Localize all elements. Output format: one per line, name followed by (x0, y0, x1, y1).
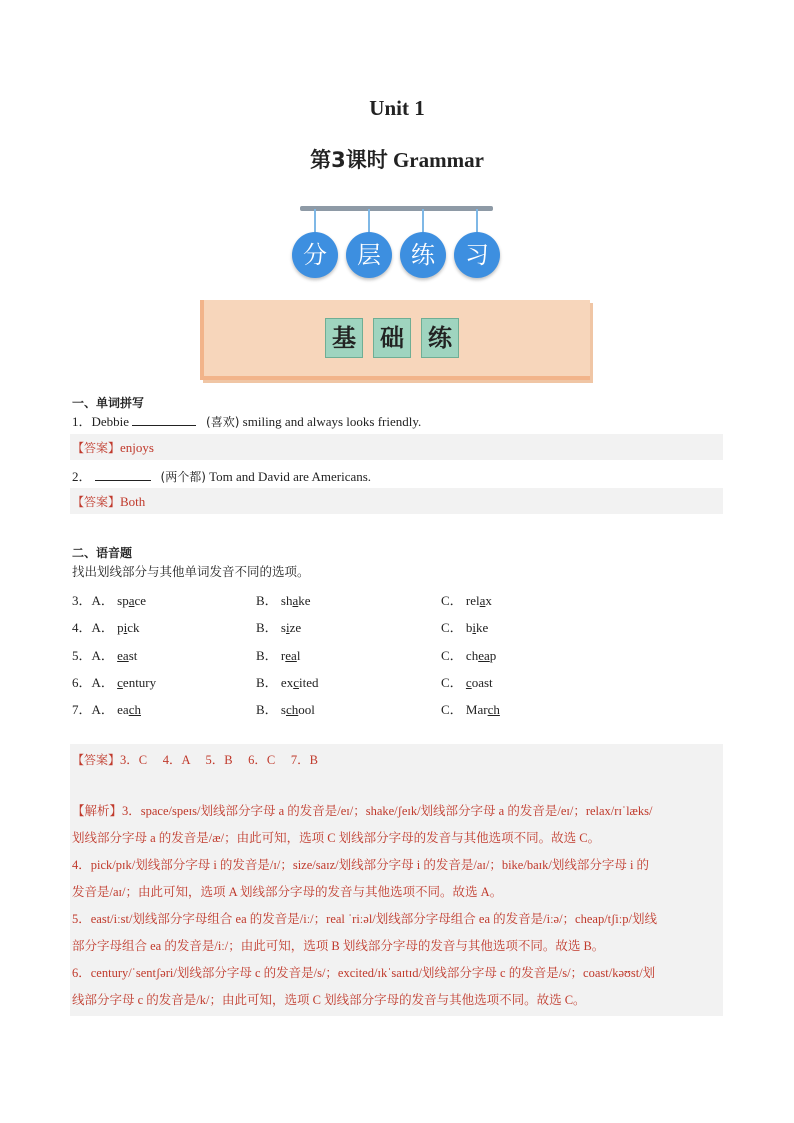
instruction: 找出划线部分与其他单词发音不同的选项。 (72, 564, 310, 579)
option-label: 6．A． (72, 675, 114, 690)
option-word-suffix: ited (298, 675, 319, 690)
option-word-prefix: r (280, 648, 286, 663)
analysis-line: 6．century/ˈsentʃəri/划线部分字母 c 的发音是/s/；excited/ɪkˈsaɪtɪd/划线部分字母 c 的发音是/s/；coast/kəʊst/划 (72, 966, 656, 980)
option (256, 590, 311, 609)
analysis-line: 线部分字母 c 的发音是/k/；由此可知，选项 C 划线部分字母的发音与其他选项不同。故选 C。 (72, 993, 586, 1007)
option (72, 699, 141, 718)
option-word-prefix: sh (280, 593, 293, 608)
option (72, 617, 140, 636)
bubble-char: 练 (400, 232, 446, 278)
option-word-suffix: ck (127, 620, 140, 635)
option-word-prefix: s (280, 620, 286, 635)
option-underlined-part: i (472, 620, 477, 635)
option-underlined-part: i (285, 620, 290, 635)
bubble-char: 习 (454, 232, 500, 278)
option-label: B． (256, 702, 278, 717)
option-word-prefix: p (117, 620, 124, 635)
question-1 (72, 411, 421, 430)
option-word-prefix: Mar (465, 702, 488, 717)
option-word-suffix: ool (298, 702, 315, 717)
option-word-prefix: ea (117, 702, 129, 717)
option-label: 7．A． (72, 702, 114, 717)
option-label: 5．A． (72, 648, 114, 663)
option (441, 645, 496, 664)
answer-line (72, 750, 318, 768)
option-word-suffix: entury (122, 675, 157, 690)
analysis-line: 【解析】3．space/speɪs/划线部分字母 a 的发音是/eɪ/；shake/ʃeɪk/划线部分字母 a 的发音是/eɪ/；relax/rɪˈlæks/ (72, 804, 653, 818)
option-underlined-part: ea (117, 648, 129, 663)
lesson-title-en: Grammar (392, 148, 484, 172)
option-word-suffix: x (485, 593, 492, 608)
analysis-line: 4．pick/pɪk/划线部分字母 i 的发音是/ɪ/；size/saɪz/划线部分字母 i 的发音是/aɪ/；bike/baɪk/划线部分字母 i 的 (72, 858, 650, 872)
option-word-suffix: ke (476, 620, 489, 635)
banner-char: 础 (373, 318, 411, 358)
answer-line (72, 493, 145, 510)
option (256, 617, 301, 636)
answer-box (70, 488, 723, 514)
option-underlined-part: ea (285, 648, 297, 663)
answer-value: 3．C 4．A 5．B 6．C 7．B (120, 753, 318, 767)
option-underlined-part: c (293, 675, 299, 690)
option (441, 672, 493, 691)
option (72, 672, 156, 691)
option-word-prefix: sp (117, 593, 129, 608)
option-label: B． (256, 648, 278, 663)
question-2 (72, 466, 371, 485)
option-underlined-part: ea (478, 648, 490, 663)
option-word-prefix: ex (280, 675, 294, 690)
question-number: 2． (72, 469, 92, 484)
answer-value: enjoys (120, 440, 154, 455)
option-underlined-part: ch (487, 702, 500, 717)
hanger-rod (300, 206, 493, 211)
answer-tag: 【答案】 (72, 495, 121, 509)
option-word-prefix: ch (465, 648, 479, 663)
option-label: 3．A． (72, 593, 114, 608)
option-underlined-part: a (128, 593, 135, 608)
option-label: 4．A． (72, 620, 114, 635)
option-underlined-part: c (465, 675, 472, 690)
option-word-suffix: ce (134, 593, 147, 608)
option-label: C． (441, 675, 463, 690)
option-underlined-part: a (292, 593, 299, 608)
option-label: B． (256, 593, 278, 608)
option (256, 645, 300, 664)
option-word-suffix: ke (298, 593, 311, 608)
option-label: C． (441, 648, 463, 663)
bubble-char: 分 (292, 232, 338, 278)
analysis-line: 部分字母组合 ea 的发音是/iː/；由此可知，选项 B 划线部分字母的发音与其他选项不同。故选 B。 (72, 939, 605, 953)
option (72, 590, 146, 609)
option (72, 645, 137, 664)
analysis-line: 5．east/iːst/划线部分字母组合 ea 的发音是/iː/；real ˈriːəl/划线部分字母组合 ea 的发音是/iːə/；cheap/tʃiːp/划线 (72, 912, 657, 926)
lesson-title (0, 144, 794, 174)
lesson-title-cn: 第3课时 (310, 148, 388, 172)
unit-title: Unit 1 (369, 96, 425, 120)
answer-line (72, 439, 154, 456)
option (256, 699, 315, 718)
option (441, 617, 488, 636)
banner-char: 练 (421, 318, 459, 358)
option (441, 699, 500, 718)
option-label: C． (441, 593, 463, 608)
option-underlined-part: a (479, 593, 486, 608)
option-label: C． (441, 702, 463, 717)
option-underlined-part: c (117, 675, 123, 690)
question-number: 1．Debbie (72, 414, 130, 429)
analysis-line: 发音是/aɪ/；由此可知，选项 A 划线部分字母的发音与其他选项不同。故选 A。 (72, 885, 503, 899)
option-word-suffix: p (489, 648, 497, 663)
answer-box (70, 434, 723, 460)
option-word-suffix: l (296, 648, 301, 663)
section-heading: 二、语音题 (72, 546, 133, 560)
option-underlined-part: ch (128, 702, 141, 717)
answer-tag: 【答案】 (72, 441, 121, 455)
answer-blank (95, 468, 151, 481)
question-text: Tom and David are Americans. (209, 469, 372, 484)
answer-tag: 【答案】 (72, 753, 121, 767)
question-text: smiling and always looks friendly. (242, 414, 422, 429)
analysis-line: 划线部分字母 a 的发音是/æ/；由此可知，选项 C 划线部分字母的发音与其他选项不同。故选 C。 (72, 831, 601, 845)
hint-text: (两个都) (160, 470, 206, 484)
option-label: B． (256, 620, 278, 635)
option-word-suffix: oast (471, 675, 493, 690)
option-word-prefix: b (465, 620, 473, 635)
option (441, 590, 492, 609)
option-underlined-part: i (123, 620, 128, 635)
option-word-prefix: s (280, 702, 286, 717)
answer-blank (132, 413, 196, 426)
hint-text: (喜欢) (206, 415, 240, 429)
option-label: C． (441, 620, 463, 635)
option (256, 672, 318, 691)
option-underlined-part: ch (285, 702, 299, 717)
option-label: B． (256, 675, 278, 690)
answer-value: Both (120, 494, 146, 509)
option-word-suffix: ze (289, 620, 302, 635)
option-word-suffix: st (128, 648, 138, 663)
bubble-char: 层 (346, 232, 392, 278)
banner-char: 基 (325, 318, 363, 358)
section-heading: 一、单词拼写 (72, 396, 145, 410)
option-word-prefix: rel (465, 593, 480, 608)
